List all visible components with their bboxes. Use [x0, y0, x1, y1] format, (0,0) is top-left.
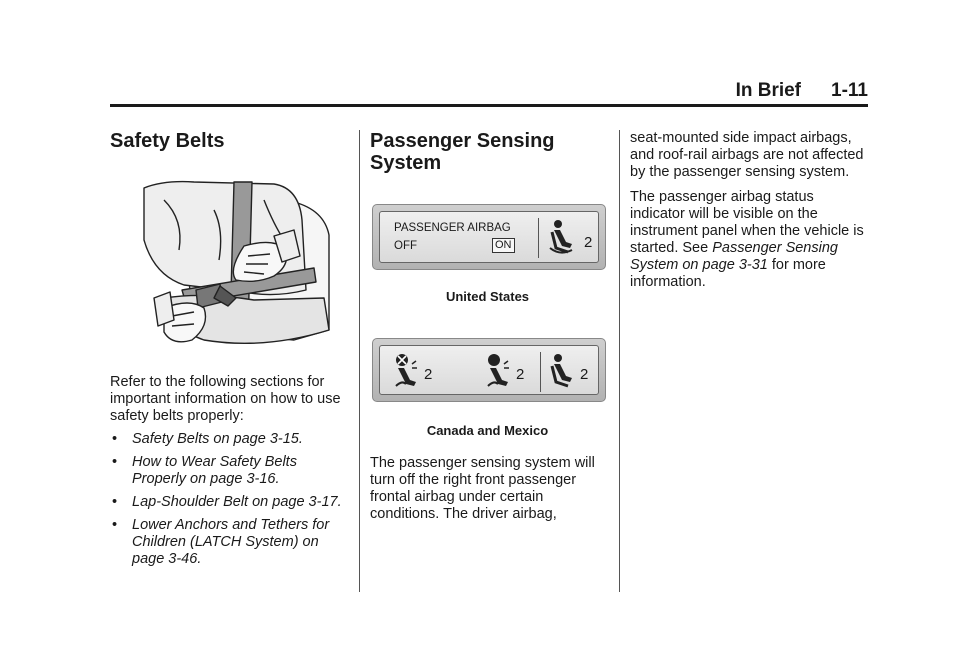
canada-caption: Canada and Mexico [426, 423, 549, 438]
paragraph-2 [630, 189, 870, 291]
on-label: ON [492, 238, 515, 253]
column-divider-1 [359, 130, 360, 592]
heading-line-2: System [370, 152, 442, 174]
safety-belt-illustration [124, 180, 334, 360]
seat-number: 2 [580, 366, 589, 383]
heading-line-1: Passenger Sensing [370, 130, 555, 152]
column-safety-belts [110, 130, 350, 574]
seat-number: 2 [516, 366, 525, 383]
passenger-sensing-heading [370, 130, 605, 174]
seat-number: 2 [424, 366, 433, 383]
reference-item: • Lap-Shoulder Belt on page 3-17. [112, 494, 342, 510]
passenger-sensing-body: The passenger sensing system will turn off the right front passenger frontal airbag under certain conditions. The driver airbag, [370, 455, 595, 522]
reference-item: • How to Wear Safety Belts Properly on page 3-16. [112, 454, 297, 487]
column-divider-2 [619, 130, 620, 592]
off-label: OFF [394, 240, 417, 252]
paragraph-1: seat-mounted side impact airbags, and roof-rail airbags are not affected by the passenger sensing system. [630, 130, 864, 180]
column-passenger-sensing [370, 130, 605, 174]
paragraph-2-tail: for more information. [630, 257, 826, 290]
reference-link[interactable]: Safety Belts on page 3-15 [132, 431, 299, 447]
passenger-sensing-link[interactable]: Passenger Sensing System on page 3-31 [630, 240, 838, 273]
reference-item: • Lower Anchors and Tethers for Children (LATCH System) on page 3-46. [112, 517, 330, 567]
reference-link[interactable]: How to Wear Safety Belts Properly on page 3-16 [132, 454, 297, 487]
passenger-airbag-label: PASSENGER AIRBAG [394, 222, 511, 234]
airbag-off-icon [392, 352, 428, 392]
safety-belts-heading: Safety Belts [110, 130, 225, 152]
column-continued [630, 130, 870, 291]
header-rule [110, 104, 868, 107]
page-header [736, 80, 868, 102]
reference-item: • Safety Belts on page 3-15. [112, 431, 303, 447]
section-title: In Brief [735, 80, 802, 101]
page-number: 1-11 [831, 80, 868, 101]
safety-belts-intro: Refer to the following sections for important information on how to use safety belts properly: [110, 374, 341, 424]
canada-airbag-indicator-panel [372, 338, 606, 402]
paragraph-2-text: The passenger airbag status indicator will be visible on the instrument panel when the vehicle is started. See [630, 189, 864, 256]
airbag-on-icon [484, 352, 520, 392]
seatbelt-illustration-icon [124, 180, 334, 360]
us-caption: United States [445, 289, 530, 304]
reference-link[interactable]: Lap-Shoulder Belt on page 3-17 [132, 494, 338, 510]
safety-belt-references [110, 431, 350, 568]
us-airbag-indicator-panel [372, 204, 606, 270]
seat-number: 2 [584, 234, 593, 251]
reference-link[interactable]: Lower Anchors and Tethers for Children (LATCH System) on page 3-46 [132, 517, 330, 567]
